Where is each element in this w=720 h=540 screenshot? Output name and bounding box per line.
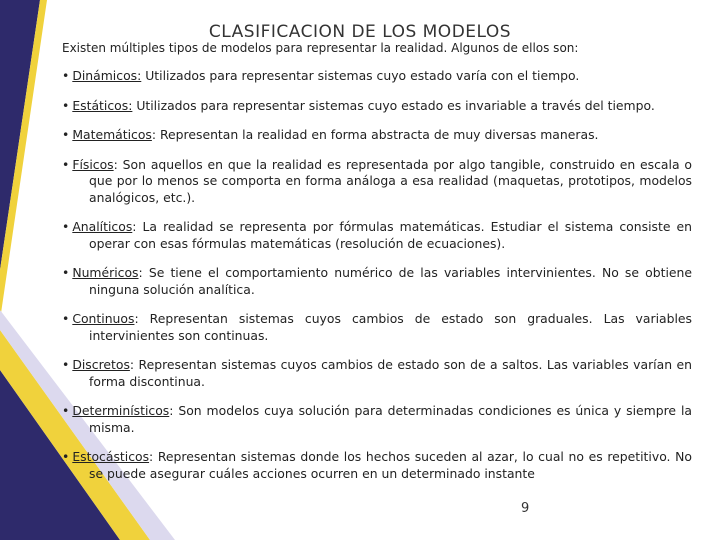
bullet-text: Utilizados para representar sistemas cuyo estado varía con el tiempo. <box>141 68 580 83</box>
bullet-dot: • <box>62 97 70 113</box>
bullet-text: : Representan sistemas cuyos cambios de estado son graduales. Las variables intervinientes son continuas. <box>89 311 692 343</box>
bullet-term: Estáticos: <box>72 97 133 113</box>
slide-title: CLASIFICACION DE LOS MODELOS <box>208 22 512 42</box>
bullet-term: Numéricos <box>72 265 139 280</box>
bullet-dot: • <box>62 68 70 83</box>
intro-text: Existen múltiples tipos de modelos para representar la realidad. Algunos de ellos son: <box>62 41 579 55</box>
list-item <box>62 68 692 85</box>
bullet-term: Estocásticos <box>72 449 150 464</box>
bullet-term: Físicos <box>72 156 114 172</box>
list-item <box>62 219 692 252</box>
bullet-dot: • <box>62 403 70 418</box>
bullet-term: Determinísticos <box>72 403 170 418</box>
list-item <box>62 127 692 144</box>
bullet-dot: • <box>62 311 70 326</box>
bullet-text: : La realidad se representa por fórmulas matemáticas. Estudiar el sistema consiste en operar con esas fórmulas matemáticas (resolución de ecuaciones). <box>89 219 692 251</box>
bullet-term: Matemáticos <box>72 127 152 142</box>
list-item <box>62 403 692 436</box>
bullet-term: Discretos <box>72 357 130 372</box>
bullet-text: Utilizados para representar sistemas cuyo estado es invariable a través del tiempo. <box>132 97 655 113</box>
list-item <box>62 357 692 390</box>
bullet-dot: • <box>62 219 70 234</box>
bullet-dot: • <box>62 156 70 172</box>
bullet-text: : Son modelos cuya solución para determinadas condiciones es única y siempre la misma. <box>89 403 692 435</box>
bullet-term: Analíticos <box>72 219 133 234</box>
bullet-list <box>62 68 692 495</box>
bullet-term: Continuos <box>72 311 135 326</box>
page-number: 9 <box>521 501 530 516</box>
list-item <box>62 157 692 207</box>
bullet-text: : Son aquellos en que la realidad es representada por algo tangible, construido en escala o que por lo menos se comporta en forma análoga a esa realidad (maquetas, prototipos, modelos analógicos, etc.). <box>89 156 692 205</box>
bullet-text: : Se tiene el comportamiento numérico de las variables intervinientes. No se obtiene ninguna solución analítica. <box>89 265 692 297</box>
bullet-dot: • <box>62 265 70 280</box>
bullet-text: : Representan sistemas donde los hechos suceden al azar, lo cual no es repetitivo. No se puede asegurar cuáles acciones ocurren en un determinado instante <box>89 449 692 481</box>
list-item <box>62 449 692 482</box>
bullet-text: : Representan la realidad en forma abstracta de muy diversas maneras. <box>151 127 599 142</box>
bullet-dot: • <box>62 127 70 142</box>
list-item <box>62 311 692 344</box>
bullet-text: : Representan sistemas cuyos cambios de estado son de a saltos. Las variables varían en forma discontinua. <box>89 357 692 389</box>
list-item <box>62 265 692 298</box>
bullet-dot: • <box>62 449 70 464</box>
bullet-term: Dinámicos: <box>72 68 142 83</box>
bullet-dot: • <box>62 357 70 372</box>
list-item <box>62 98 692 115</box>
